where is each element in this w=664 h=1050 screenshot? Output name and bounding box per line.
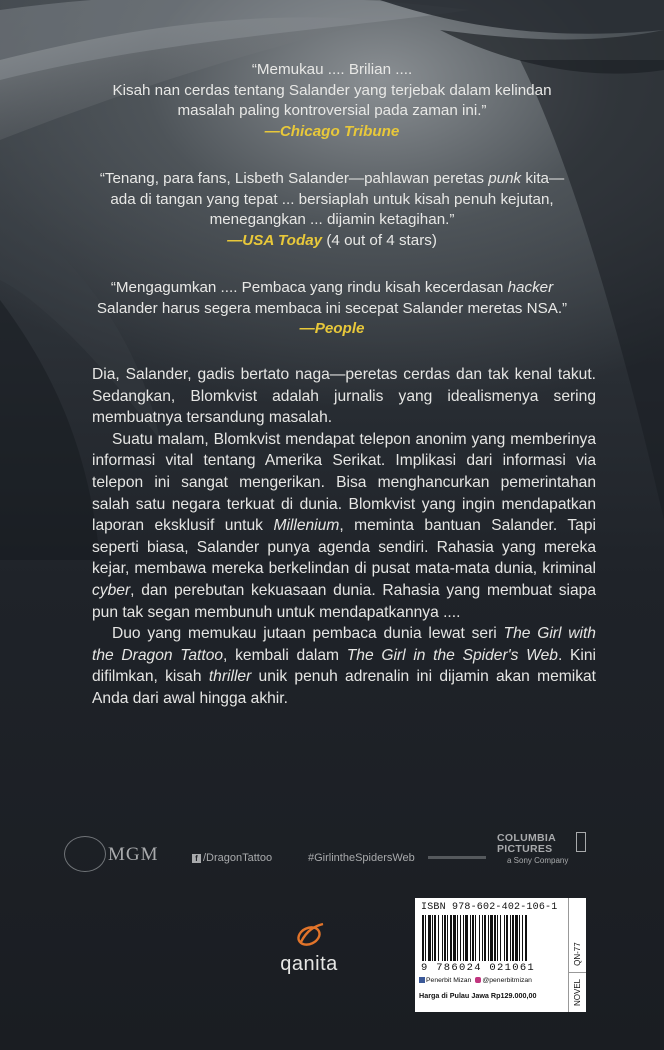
divider: [569, 972, 586, 973]
barcode-bar: [447, 915, 448, 961]
facebook-icon: [419, 977, 425, 983]
synopsis-text: Suatu malam, Blomkvist mendapat telepon anonim yang memberinya informasi vital tentang Amerika Serikat. Implikasi dari informasi via telepon ini sangat mengerikan. Bisa menghancurkan pemerintahan salah satu negara terkuat di dunia. Blomkvist yang ingin mendapatkan laporan eksklusif untuk: [92, 430, 596, 535]
synopsis-emphasis: Millenium: [273, 517, 340, 535]
quote-text: “Tenang, para fans, Lisbeth Salander—pahlawan peretas: [99, 170, 489, 187]
quote-text: kita—: [521, 170, 565, 187]
barcode-bar: [488, 915, 489, 961]
barcode-bar: [512, 915, 514, 961]
barcode-number: 9 786024 021061: [421, 962, 536, 974]
synopsis-paragraph: [92, 623, 596, 709]
barcode-bar: [444, 915, 446, 961]
review-quotes: [0, 60, 664, 367]
synopsis: [92, 364, 596, 710]
barcode-bar: [428, 915, 431, 961]
barcode-bar: [504, 915, 505, 961]
quote-usa-today: [0, 169, 664, 251]
synopsis-emphasis: thriller: [208, 668, 252, 686]
publisher-logo: [264, 920, 354, 976]
mgm-lion-icon: [64, 836, 106, 872]
barcode-bar: [482, 915, 483, 961]
torch-lady-icon: [576, 832, 586, 852]
synopsis-emphasis: The Girl with the Dragon Tattoo: [92, 625, 596, 664]
quote-line: “Memukau .... Brilian ....: [251, 61, 413, 78]
barcode-bar: [460, 915, 461, 961]
quote-source-name: —People: [299, 320, 365, 337]
mgm-logo: MGM: [108, 844, 159, 865]
synopsis-emphasis: cyber: [92, 581, 131, 599]
barcode-bar: [434, 915, 436, 961]
columbia-line: PICTURES: [497, 843, 553, 855]
synopsis-text: , meminta bantuan Salander. Tapi seperti biasa, Salander punya agenda sendiri. Rahasia yang mereka kejar, membawa mereka berkelindan di pusat mata-mata dunia, kriminal: [92, 517, 596, 578]
barcode-bar: [438, 915, 439, 961]
facebook-handle: [192, 852, 272, 864]
facebook-page: Penerbit Mizan: [426, 977, 472, 984]
quote-source-name: —USA Today: [227, 231, 323, 249]
columbia-line: COLUMBIA: [497, 832, 556, 844]
quote-line: Salander harus segera membaca ini secepat Salander meretas NSA.”: [96, 299, 568, 317]
synopsis-text: , dan perebutan kekuasaan dunia. Rahasia yang membuat siapa pun tak segan membunuh untuk mendapatkannya ....: [92, 581, 596, 621]
barcode-bar: [497, 915, 498, 961]
instagram-handle: @penerbitmizan: [482, 977, 532, 984]
quote-line: [0, 169, 664, 190]
quote-line: Kisah nan cerdas tentang Salander yang terjebak dalam kelindan: [112, 81, 552, 99]
quote-emphasis: punk: [488, 170, 522, 187]
price-text: Harga di Pulau Jawa Rp129.000,00: [419, 991, 537, 1000]
synopsis-text: . Kini difilmkan, kisah: [92, 646, 596, 686]
barcode-bar: [472, 915, 474, 961]
quote-source: [0, 231, 664, 252]
barcode-bar: [510, 915, 511, 961]
isbn-barcode-box: [415, 898, 568, 1012]
barcode-bar: [463, 915, 464, 961]
synopsis-emphasis: The Girl in the Spider's Web: [346, 646, 558, 664]
synopsis-text: Duo yang memukau jutaan pembaca dunia lewat seri: [112, 625, 504, 643]
synopsis-text: , kembali dalam: [223, 646, 347, 664]
barcode-bar: [475, 915, 476, 961]
barcode-bars: [421, 915, 561, 961]
barcode-bar: [522, 915, 523, 961]
columbia-pictures-logo: [497, 833, 568, 866]
qanita-swirl-icon: [289, 920, 329, 948]
quote-rating: (4 out of 4 stars): [322, 231, 437, 249]
barcode-bar: [500, 915, 501, 961]
publisher-name: qanita: [280, 953, 338, 975]
quote-line: [0, 278, 664, 299]
quote-source: [0, 319, 664, 340]
instagram-icon: [475, 977, 481, 983]
studio-logos: [0, 830, 664, 880]
quote-emphasis: hacker: [507, 279, 554, 296]
quote-line: menegangkan ... dijamin ketagihan.”: [209, 211, 455, 228]
quote-text: “Mengagumkan .... Pembaca yang rindu kisah kecerdasan: [110, 279, 508, 296]
barcode-bar: [519, 915, 520, 961]
genre-code-strip: [568, 898, 586, 1012]
barcode-bar: [515, 915, 518, 961]
barcode-bar: [479, 915, 480, 961]
barcode-bar: [465, 915, 468, 961]
barcode-bar: [450, 915, 452, 961]
quote-line: ada di tangan yang tepat ... bersiaplah untuk kisah penuh kejutan,: [110, 190, 554, 208]
barcode-bar: [494, 915, 496, 961]
synopsis-paragraph: [92, 429, 596, 623]
quote-source: [0, 122, 664, 143]
synopsis-text: unik penuh adrenalin ini dijamin akan memikat Anda dari awal hingga akhir.: [92, 668, 597, 707]
quote-chicago-tribune: [0, 60, 664, 142]
catalog-code: QN-77: [573, 942, 582, 966]
facebook-icon: f: [192, 854, 201, 863]
legal-fine-print: [428, 856, 486, 859]
publisher-social: [419, 977, 532, 984]
sony-company-line: a Sony Company: [507, 856, 569, 865]
hashtag: #GirlintheSpidersWeb: [308, 852, 415, 864]
facebook-handle-text: /DragonTattoo: [203, 852, 273, 864]
barcode-bar: [525, 915, 527, 961]
barcode-bar: [442, 915, 443, 961]
isbn-text: ISBN 978-602-402-106-1: [421, 902, 558, 913]
barcode-bar: [425, 915, 426, 961]
quote-source-name: —Chicago Tribune: [264, 122, 400, 140]
barcode-bar: [432, 915, 433, 961]
genre-label: NOVEL: [573, 978, 582, 1006]
barcode-bar: [484, 915, 486, 961]
quote-people: [0, 278, 664, 340]
barcode-bar: [490, 915, 493, 961]
synopsis-paragraph: Dia, Salander, gadis bertato naga—peretas cerdas dan tak kenal takut. Sedangkan, Blomkvist adalah jurnalis yang idealismenya sering membuatnya tersandung masalah.: [92, 366, 596, 427]
barcode-bar: [422, 915, 424, 961]
quote-line: masalah paling kontroversial pada zaman ini.”: [177, 102, 487, 119]
barcode-bar: [506, 915, 508, 961]
barcode-bar: [457, 915, 458, 961]
barcode-bar: [453, 915, 456, 961]
barcode-bar: [470, 915, 471, 961]
